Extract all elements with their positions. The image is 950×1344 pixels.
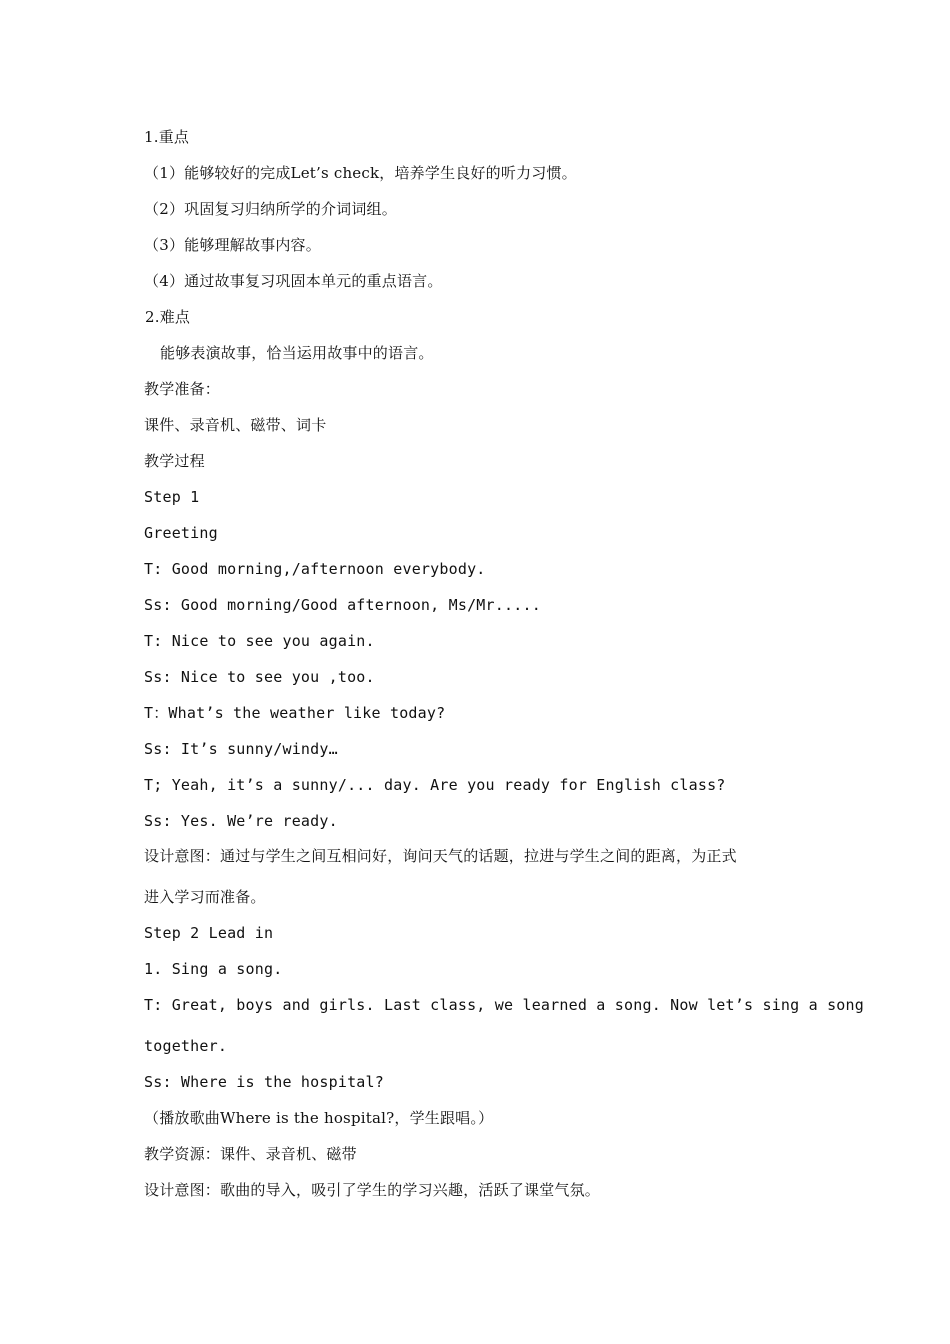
step-2-title: Step 2 Lead in [144,924,274,942]
design-intent-1-line-2: 进入学习而准备。 [144,888,266,906]
dialogue-line-3: T: Nice to see you again. [144,632,375,650]
song-dialogue-line-2: together. [144,1037,228,1055]
key-point-3: （3）能够理解故事内容。 [144,236,321,254]
dialogue-line-2: Ss: Good morning/Good afternoon, Ms/Mr..... [144,596,541,614]
dialogue-line-7: T; Yeah, it’s a sunny/... day. Are you ready for English class? [144,776,726,794]
song-dialogue-line-1: T: Great, boys and girls. Last class, we learned a song. Now let’s sing a song [144,996,864,1014]
dialogue-line-1: T: Good morning,/afternoon everybody. [144,560,486,578]
sing-a-song-title: 1. Sing a song. [144,960,283,978]
key-point-4: （4）通过故事复习巩固本单元的重点语言。 [144,272,443,290]
heading-difficult-points: 2.难点 [145,308,191,326]
song-dialogue-line-3: Ss: Where is the hospital? [144,1073,384,1091]
song-note: （播放歌曲Where is the hospital?，学生跟唱。） [144,1109,494,1127]
design-intent-2: 设计意图：歌曲的导入，吸引了学生的学习兴趣，活跃了课堂气氛。 [144,1181,601,1199]
heading-key-points: 1.重点 [144,128,190,146]
dialogue-line-6: Ss: It’s sunny/windy… [144,740,338,758]
heading-process: 教学过程 [144,452,205,470]
dialogue-line-4: Ss: Nice to see you ,too. [144,668,375,686]
dialogue-line-5: T：What’s the weather like today? [144,704,446,722]
key-point-1: （1）能够较好的完成Let’s check，培养学生良好的听力习惯。 [144,164,577,182]
preparation-items: 课件、录音机、磁带、词卡 [144,416,327,434]
dialogue-line-8: Ss: Yes. We’re ready. [144,812,338,830]
heading-preparation: 教学准备： [144,380,221,398]
teaching-resources: 教学资源：课件、录音机、磁带 [144,1145,357,1163]
step-1-title: Step 1 [144,488,200,506]
greeting-title: Greeting [144,524,218,542]
difficult-point-text: 能够表演故事，恰当运用故事中的语言。 [160,344,434,362]
design-intent-1-line-1: 设计意图：通过与学生之间互相问好，询问天气的话题，拉进与学生之间的距离，为正式 [144,847,737,865]
key-point-2: （2）巩固复习归纳所学的介词词组。 [144,200,397,218]
